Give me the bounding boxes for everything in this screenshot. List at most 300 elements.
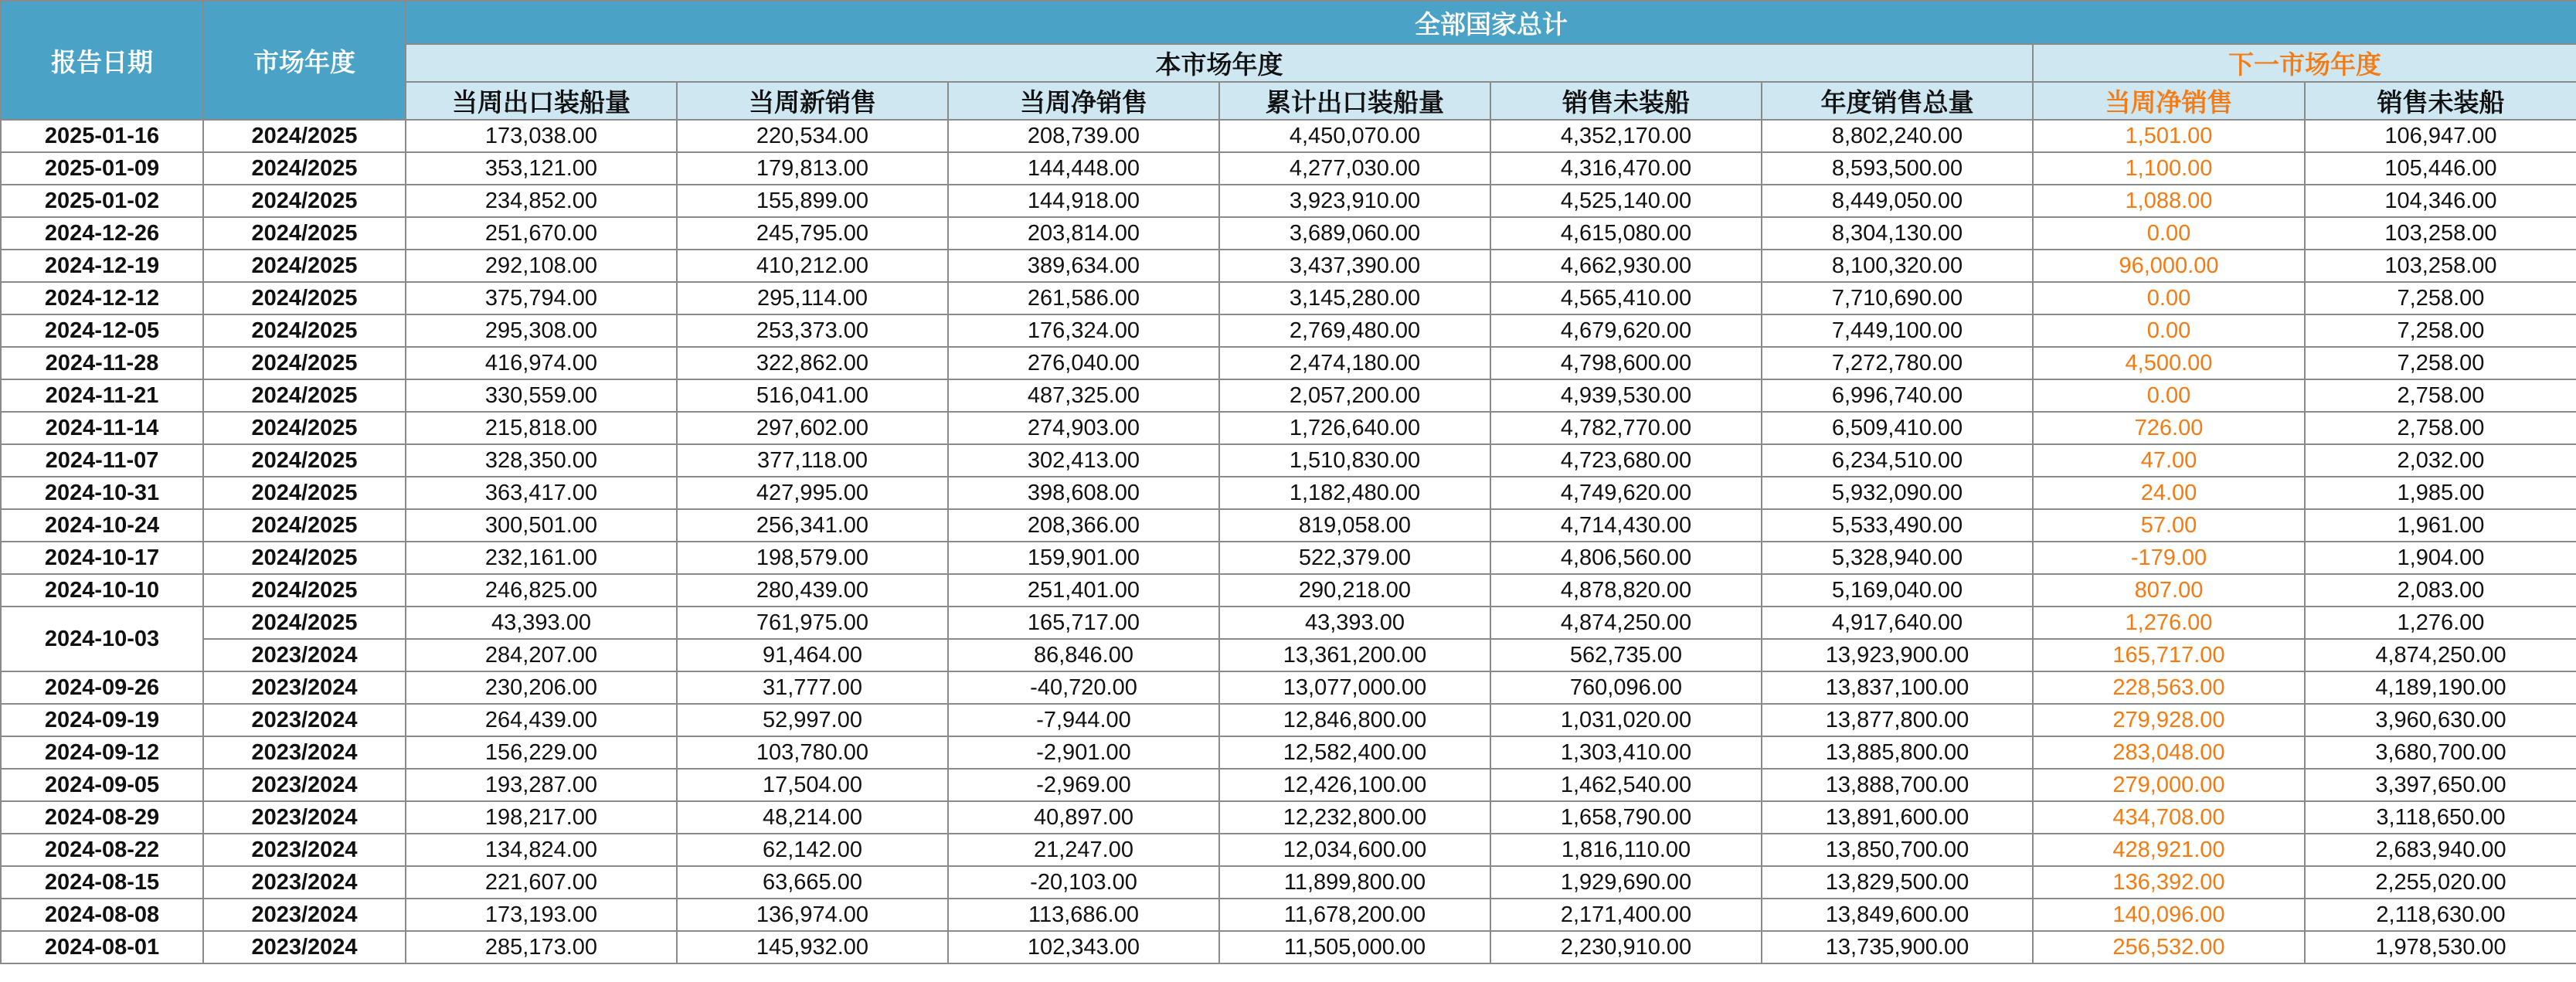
cell-next-outstanding-sales: 104,346.00 bbox=[2305, 185, 2576, 217]
cell-next-outstanding-sales: 1,961.00 bbox=[2305, 509, 2576, 542]
header-accumulated-exports: 累计出口装船量 bbox=[1219, 82, 1490, 120]
cell-weekly-net-sales: 165,717.00 bbox=[948, 607, 1219, 639]
cell-total-commitments: 8,100,320.00 bbox=[1762, 250, 2033, 282]
cell-weekly-exports: 330,559.00 bbox=[406, 379, 677, 412]
cell-weekly-exports: 246,825.00 bbox=[406, 574, 677, 607]
cell-outstanding-sales: 4,679,620.00 bbox=[1490, 314, 1762, 347]
cell-report-date: 2024-10-31 bbox=[1, 477, 203, 509]
cell-weekly-new-sales: 322,862.00 bbox=[677, 347, 948, 379]
cell-total-commitments: 13,888,700.00 bbox=[1762, 769, 2033, 801]
cell-next-weekly-net-sales: 279,000.00 bbox=[2033, 769, 2305, 801]
cell-total-commitments: 13,923,900.00 bbox=[1762, 639, 2033, 671]
cell-market-year: 2023/2024 bbox=[203, 866, 406, 899]
cell-total-commitments: 13,877,800.00 bbox=[1762, 704, 2033, 736]
cell-report-date: 2024-11-07 bbox=[1, 444, 203, 477]
cell-total-commitments: 5,932,090.00 bbox=[1762, 477, 2033, 509]
cell-weekly-net-sales: 40,897.00 bbox=[948, 801, 1219, 834]
cell-report-date: 2024-11-21 bbox=[1, 379, 203, 412]
cell-weekly-new-sales: 62,142.00 bbox=[677, 834, 948, 866]
cell-accumulated-exports: 12,232,800.00 bbox=[1219, 801, 1490, 834]
table-row bbox=[1, 477, 2576, 509]
cell-next-weekly-net-sales: 1,088.00 bbox=[2033, 185, 2305, 217]
cell-weekly-new-sales: 295,114.00 bbox=[677, 282, 948, 314]
cell-next-outstanding-sales: 3,118,650.00 bbox=[2305, 801, 2576, 834]
cell-weekly-exports: 230,206.00 bbox=[406, 671, 677, 704]
cell-next-weekly-net-sales: 24.00 bbox=[2033, 477, 2305, 509]
cell-outstanding-sales: 4,352,170.00 bbox=[1490, 120, 1762, 152]
cell-report-date: 2024-12-26 bbox=[1, 217, 203, 250]
cell-weekly-new-sales: 48,214.00 bbox=[677, 801, 948, 834]
cell-weekly-net-sales: 176,324.00 bbox=[948, 314, 1219, 347]
cell-total-commitments: 13,885,800.00 bbox=[1762, 736, 2033, 769]
cell-weekly-new-sales: 136,974.00 bbox=[677, 899, 948, 931]
cell-weekly-net-sales: 261,586.00 bbox=[948, 282, 1219, 314]
cell-total-commitments: 8,593,500.00 bbox=[1762, 152, 2033, 185]
cell-weekly-new-sales: 410,212.00 bbox=[677, 250, 948, 282]
cell-next-outstanding-sales: 7,258.00 bbox=[2305, 282, 2576, 314]
cell-report-date: 2024-08-01 bbox=[1, 931, 203, 963]
header-next-market-year: 下一市场年度 bbox=[2033, 44, 2576, 82]
cell-next-weekly-net-sales: 47.00 bbox=[2033, 444, 2305, 477]
cell-total-commitments: 4,917,640.00 bbox=[1762, 607, 2033, 639]
cell-weekly-exports: 193,287.00 bbox=[406, 769, 677, 801]
cell-report-date: 2024-09-12 bbox=[1, 736, 203, 769]
cell-total-commitments: 13,891,600.00 bbox=[1762, 801, 2033, 834]
cell-outstanding-sales: 562,735.00 bbox=[1490, 639, 1762, 671]
cell-market-year: 2024/2025 bbox=[203, 314, 406, 347]
cell-total-commitments: 13,829,500.00 bbox=[1762, 866, 2033, 899]
cell-weekly-new-sales: 256,341.00 bbox=[677, 509, 948, 542]
cell-weekly-exports: 221,607.00 bbox=[406, 866, 677, 899]
cell-outstanding-sales: 1,303,410.00 bbox=[1490, 736, 1762, 769]
cell-market-year: 2024/2025 bbox=[203, 217, 406, 250]
cell-next-weekly-net-sales: 0.00 bbox=[2033, 217, 2305, 250]
cell-market-year: 2023/2024 bbox=[203, 899, 406, 931]
cell-next-weekly-net-sales: 434,708.00 bbox=[2033, 801, 2305, 834]
cell-next-weekly-net-sales: 57.00 bbox=[2033, 509, 2305, 542]
cell-market-year: 2023/2024 bbox=[203, 671, 406, 704]
cell-report-date: 2024-08-15 bbox=[1, 866, 203, 899]
cell-weekly-net-sales: -2,969.00 bbox=[948, 769, 1219, 801]
cell-report-date: 2024-10-17 bbox=[1, 542, 203, 574]
cell-weekly-net-sales: 276,040.00 bbox=[948, 347, 1219, 379]
cell-accumulated-exports: 11,678,200.00 bbox=[1219, 899, 1490, 931]
cell-weekly-exports: 264,439.00 bbox=[406, 704, 677, 736]
cell-weekly-exports: 353,121.00 bbox=[406, 152, 677, 185]
cell-total-commitments: 5,328,940.00 bbox=[1762, 542, 2033, 574]
table-header bbox=[1, 1, 2576, 120]
header-weekly-new-sales: 当周新销售 bbox=[677, 82, 948, 120]
cell-market-year: 2024/2025 bbox=[203, 477, 406, 509]
cell-outstanding-sales: 4,565,410.00 bbox=[1490, 282, 1762, 314]
cell-next-weekly-net-sales: 1,501.00 bbox=[2033, 120, 2305, 152]
cell-outstanding-sales: 1,929,690.00 bbox=[1490, 866, 1762, 899]
cell-weekly-exports: 232,161.00 bbox=[406, 542, 677, 574]
cell-next-weekly-net-sales: 96,000.00 bbox=[2033, 250, 2305, 282]
cell-weekly-exports: 198,217.00 bbox=[406, 801, 677, 834]
cell-total-commitments: 7,710,690.00 bbox=[1762, 282, 2033, 314]
header-this-market-year: 本市场年度 bbox=[406, 44, 2033, 82]
header-weekly-net-sales: 当周净销售 bbox=[948, 82, 1219, 120]
table-row bbox=[1, 152, 2576, 185]
table-row bbox=[1, 347, 2576, 379]
cell-outstanding-sales: 1,816,110.00 bbox=[1490, 834, 1762, 866]
cell-weekly-exports: 251,670.00 bbox=[406, 217, 677, 250]
cell-weekly-new-sales: 155,899.00 bbox=[677, 185, 948, 217]
cell-accumulated-exports: 522,379.00 bbox=[1219, 542, 1490, 574]
cell-accumulated-exports: 13,361,200.00 bbox=[1219, 639, 1490, 671]
cell-weekly-new-sales: 297,602.00 bbox=[677, 412, 948, 444]
cell-market-year: 2024/2025 bbox=[203, 509, 406, 542]
cell-outstanding-sales: 4,782,770.00 bbox=[1490, 412, 1762, 444]
cell-accumulated-exports: 2,057,200.00 bbox=[1219, 379, 1490, 412]
cell-next-outstanding-sales: 2,032.00 bbox=[2305, 444, 2576, 477]
cell-outstanding-sales: 760,096.00 bbox=[1490, 671, 1762, 704]
cell-total-commitments: 8,449,050.00 bbox=[1762, 185, 2033, 217]
cell-outstanding-sales: 4,525,140.00 bbox=[1490, 185, 1762, 217]
cell-weekly-exports: 416,974.00 bbox=[406, 347, 677, 379]
cell-outstanding-sales: 4,749,620.00 bbox=[1490, 477, 1762, 509]
cell-market-year: 2023/2024 bbox=[203, 931, 406, 963]
cell-weekly-new-sales: 17,504.00 bbox=[677, 769, 948, 801]
cell-weekly-net-sales: 203,814.00 bbox=[948, 217, 1219, 250]
cell-report-date: 2024-12-19 bbox=[1, 250, 203, 282]
cell-outstanding-sales: 4,615,080.00 bbox=[1490, 217, 1762, 250]
cell-weekly-net-sales: 398,608.00 bbox=[948, 477, 1219, 509]
cell-accumulated-exports: 11,505,000.00 bbox=[1219, 931, 1490, 963]
cell-market-year: 2024/2025 bbox=[203, 152, 406, 185]
header-outstanding-sales: 销售未装船 bbox=[1490, 82, 1762, 120]
cell-weekly-new-sales: 377,118.00 bbox=[677, 444, 948, 477]
cell-next-weekly-net-sales: 283,048.00 bbox=[2033, 736, 2305, 769]
cell-accumulated-exports: 12,846,800.00 bbox=[1219, 704, 1490, 736]
header-report-date: 报告日期 bbox=[1, 1, 203, 120]
cell-next-outstanding-sales: 103,258.00 bbox=[2305, 217, 2576, 250]
cell-next-outstanding-sales: 1,904.00 bbox=[2305, 542, 2576, 574]
cell-weekly-net-sales: -2,901.00 bbox=[948, 736, 1219, 769]
table-row bbox=[1, 185, 2576, 217]
cell-outstanding-sales: 4,662,930.00 bbox=[1490, 250, 1762, 282]
cell-market-year: 2024/2025 bbox=[203, 444, 406, 477]
cell-accumulated-exports: 3,437,390.00 bbox=[1219, 250, 1490, 282]
cell-accumulated-exports: 290,218.00 bbox=[1219, 574, 1490, 607]
cell-next-weekly-net-sales: 0.00 bbox=[2033, 379, 2305, 412]
cell-report-date: 2025-01-16 bbox=[1, 120, 203, 152]
cell-weekly-exports: 156,229.00 bbox=[406, 736, 677, 769]
cell-weekly-new-sales: 280,439.00 bbox=[677, 574, 948, 607]
cell-total-commitments: 13,837,100.00 bbox=[1762, 671, 2033, 704]
table-row bbox=[1, 866, 2576, 899]
cell-report-date: 2024-08-29 bbox=[1, 801, 203, 834]
cell-total-commitments: 6,509,410.00 bbox=[1762, 412, 2033, 444]
cell-next-weekly-net-sales: 0.00 bbox=[2033, 314, 2305, 347]
cell-market-year: 2023/2024 bbox=[203, 801, 406, 834]
cell-accumulated-exports: 11,899,800.00 bbox=[1219, 866, 1490, 899]
cell-total-commitments: 7,449,100.00 bbox=[1762, 314, 2033, 347]
table-row bbox=[1, 899, 2576, 931]
cell-outstanding-sales: 1,658,790.00 bbox=[1490, 801, 1762, 834]
cell-weekly-new-sales: 245,795.00 bbox=[677, 217, 948, 250]
table-row bbox=[1, 931, 2576, 963]
cell-next-weekly-net-sales: 807.00 bbox=[2033, 574, 2305, 607]
cell-accumulated-exports: 3,145,280.00 bbox=[1219, 282, 1490, 314]
cell-accumulated-exports: 1,510,830.00 bbox=[1219, 444, 1490, 477]
cell-weekly-exports: 292,108.00 bbox=[406, 250, 677, 282]
cell-report-date: 2024-08-08 bbox=[1, 899, 203, 931]
cell-report-date: 2024-10-10 bbox=[1, 574, 203, 607]
cell-outstanding-sales: 4,806,560.00 bbox=[1490, 542, 1762, 574]
cell-weekly-net-sales: 389,634.00 bbox=[948, 250, 1219, 282]
cell-accumulated-exports: 12,034,600.00 bbox=[1219, 834, 1490, 866]
cell-market-year: 2024/2025 bbox=[203, 282, 406, 314]
cell-accumulated-exports: 4,277,030.00 bbox=[1219, 152, 1490, 185]
cell-weekly-net-sales: 21,247.00 bbox=[948, 834, 1219, 866]
cell-market-year: 2023/2024 bbox=[203, 704, 406, 736]
cell-weekly-net-sales: 251,401.00 bbox=[948, 574, 1219, 607]
cell-outstanding-sales: 1,031,020.00 bbox=[1490, 704, 1762, 736]
table-row bbox=[1, 736, 2576, 769]
cell-market-year: 2024/2025 bbox=[203, 185, 406, 217]
cell-weekly-net-sales: 102,343.00 bbox=[948, 931, 1219, 963]
cell-next-outstanding-sales: 4,874,250.00 bbox=[2305, 639, 2576, 671]
table-row bbox=[1, 444, 2576, 477]
table-row bbox=[1, 509, 2576, 542]
cell-accumulated-exports: 4,450,070.00 bbox=[1219, 120, 1490, 152]
table-row bbox=[1, 704, 2576, 736]
cell-weekly-new-sales: 179,813.00 bbox=[677, 152, 948, 185]
cell-weekly-exports: 295,308.00 bbox=[406, 314, 677, 347]
cell-weekly-exports: 363,417.00 bbox=[406, 477, 677, 509]
cell-market-year: 2024/2025 bbox=[203, 542, 406, 574]
cell-next-weekly-net-sales: 0.00 bbox=[2033, 282, 2305, 314]
cell-weekly-exports: 234,852.00 bbox=[406, 185, 677, 217]
cell-weekly-net-sales: -7,944.00 bbox=[948, 704, 1219, 736]
cell-weekly-new-sales: 253,373.00 bbox=[677, 314, 948, 347]
cell-weekly-net-sales: 86,846.00 bbox=[948, 639, 1219, 671]
cell-weekly-exports: 173,193.00 bbox=[406, 899, 677, 931]
cell-total-commitments: 5,533,490.00 bbox=[1762, 509, 2033, 542]
cell-weekly-net-sales: 274,903.00 bbox=[948, 412, 1219, 444]
cell-next-outstanding-sales: 2,255,020.00 bbox=[2305, 866, 2576, 899]
cell-total-commitments: 13,850,700.00 bbox=[1762, 834, 2033, 866]
table-row bbox=[1, 671, 2576, 704]
table-row bbox=[1, 314, 2576, 347]
cell-report-date: 2024-11-14 bbox=[1, 412, 203, 444]
cell-weekly-net-sales: 159,901.00 bbox=[948, 542, 1219, 574]
cell-next-outstanding-sales: 3,680,700.00 bbox=[2305, 736, 2576, 769]
cell-next-weekly-net-sales: 4,500.00 bbox=[2033, 347, 2305, 379]
cell-next-weekly-net-sales: 228,563.00 bbox=[2033, 671, 2305, 704]
cell-weekly-net-sales: -40,720.00 bbox=[948, 671, 1219, 704]
cell-weekly-new-sales: 63,665.00 bbox=[677, 866, 948, 899]
table-row bbox=[1, 639, 2576, 671]
cell-market-year: 2024/2025 bbox=[203, 120, 406, 152]
cell-next-weekly-net-sales: 279,928.00 bbox=[2033, 704, 2305, 736]
cell-weekly-exports: 285,173.00 bbox=[406, 931, 677, 963]
cell-accumulated-exports: 12,426,100.00 bbox=[1219, 769, 1490, 801]
cell-weekly-net-sales: -20,103.00 bbox=[948, 866, 1219, 899]
header-next-outstanding-sales: 销售未装船 bbox=[2305, 82, 2576, 120]
cell-next-weekly-net-sales: 428,921.00 bbox=[2033, 834, 2305, 866]
cell-next-outstanding-sales: 2,683,940.00 bbox=[2305, 834, 2576, 866]
cell-accumulated-exports: 43,393.00 bbox=[1219, 607, 1490, 639]
cell-weekly-net-sales: 113,686.00 bbox=[948, 899, 1219, 931]
cell-report-date: 2024-10-24 bbox=[1, 509, 203, 542]
cell-outstanding-sales: 4,878,820.00 bbox=[1490, 574, 1762, 607]
cell-next-outstanding-sales: 1,985.00 bbox=[2305, 477, 2576, 509]
cell-weekly-net-sales: 144,448.00 bbox=[948, 152, 1219, 185]
cell-market-year: 2024/2025 bbox=[203, 574, 406, 607]
table-row bbox=[1, 769, 2576, 801]
table-body bbox=[1, 120, 2576, 963]
cell-next-outstanding-sales: 4,189,190.00 bbox=[2305, 671, 2576, 704]
cell-next-outstanding-sales: 2,758.00 bbox=[2305, 412, 2576, 444]
cell-report-date: 2024-09-26 bbox=[1, 671, 203, 704]
cell-outstanding-sales: 2,230,910.00 bbox=[1490, 931, 1762, 963]
cell-next-outstanding-sales: 106,947.00 bbox=[2305, 120, 2576, 152]
cell-market-year: 2024/2025 bbox=[203, 607, 406, 639]
table-row bbox=[1, 834, 2576, 866]
table-row bbox=[1, 607, 2576, 639]
table-row bbox=[1, 250, 2576, 282]
cell-accumulated-exports: 2,769,480.00 bbox=[1219, 314, 1490, 347]
cell-weekly-new-sales: 31,777.00 bbox=[677, 671, 948, 704]
table-row bbox=[1, 542, 2576, 574]
cell-next-weekly-net-sales: -179.00 bbox=[2033, 542, 2305, 574]
table-row bbox=[1, 574, 2576, 607]
cell-report-date: 2025-01-02 bbox=[1, 185, 203, 217]
cell-weekly-exports: 134,824.00 bbox=[406, 834, 677, 866]
header-total-commitments: 年度销售总量 bbox=[1762, 82, 2033, 120]
cell-next-outstanding-sales: 2,758.00 bbox=[2305, 379, 2576, 412]
cell-weekly-net-sales: 487,325.00 bbox=[948, 379, 1219, 412]
cell-next-weekly-net-sales: 140,096.00 bbox=[2033, 899, 2305, 931]
cell-outstanding-sales: 4,939,530.00 bbox=[1490, 379, 1762, 412]
cell-weekly-new-sales: 516,041.00 bbox=[677, 379, 948, 412]
cell-market-year: 2023/2024 bbox=[203, 736, 406, 769]
cell-weekly-net-sales: 144,918.00 bbox=[948, 185, 1219, 217]
cell-weekly-exports: 215,818.00 bbox=[406, 412, 677, 444]
cell-accumulated-exports: 3,923,910.00 bbox=[1219, 185, 1490, 217]
cell-outstanding-sales: 4,714,430.00 bbox=[1490, 509, 1762, 542]
cell-total-commitments: 8,304,130.00 bbox=[1762, 217, 2033, 250]
cell-market-year: 2024/2025 bbox=[203, 379, 406, 412]
cell-next-weekly-net-sales: 136,392.00 bbox=[2033, 866, 2305, 899]
header-all-countries-total: 全部国家总计 bbox=[406, 1, 2576, 44]
table-row bbox=[1, 120, 2576, 152]
cell-weekly-net-sales: 208,366.00 bbox=[948, 509, 1219, 542]
cell-next-weekly-net-sales: 1,100.00 bbox=[2033, 152, 2305, 185]
cell-next-outstanding-sales: 3,397,650.00 bbox=[2305, 769, 2576, 801]
cell-market-year: 2023/2024 bbox=[203, 834, 406, 866]
cell-outstanding-sales: 2,171,400.00 bbox=[1490, 899, 1762, 931]
cell-market-year: 2024/2025 bbox=[203, 250, 406, 282]
cell-weekly-new-sales: 52,997.00 bbox=[677, 704, 948, 736]
cell-report-date: 2024-10-03 bbox=[1, 607, 203, 671]
cell-next-weekly-net-sales: 165,717.00 bbox=[2033, 639, 2305, 671]
cell-weekly-exports: 43,393.00 bbox=[406, 607, 677, 639]
cell-accumulated-exports: 1,726,640.00 bbox=[1219, 412, 1490, 444]
cell-next-outstanding-sales: 105,446.00 bbox=[2305, 152, 2576, 185]
cell-outstanding-sales: 4,874,250.00 bbox=[1490, 607, 1762, 639]
cell-market-year: 2023/2024 bbox=[203, 639, 406, 671]
cell-next-outstanding-sales: 7,258.00 bbox=[2305, 347, 2576, 379]
cell-report-date: 2024-11-28 bbox=[1, 347, 203, 379]
cell-report-date: 2024-12-12 bbox=[1, 282, 203, 314]
cell-weekly-new-sales: 761,975.00 bbox=[677, 607, 948, 639]
cell-report-date: 2025-01-09 bbox=[1, 152, 203, 185]
table-row bbox=[1, 379, 2576, 412]
table-row bbox=[1, 282, 2576, 314]
table-row bbox=[1, 801, 2576, 834]
cell-accumulated-exports: 1,182,480.00 bbox=[1219, 477, 1490, 509]
cell-report-date: 2024-09-05 bbox=[1, 769, 203, 801]
cell-weekly-exports: 284,207.00 bbox=[406, 639, 677, 671]
cell-next-weekly-net-sales: 256,532.00 bbox=[2033, 931, 2305, 963]
cell-next-outstanding-sales: 103,258.00 bbox=[2305, 250, 2576, 282]
cell-market-year: 2023/2024 bbox=[203, 769, 406, 801]
cell-market-year: 2024/2025 bbox=[203, 347, 406, 379]
cell-total-commitments: 8,802,240.00 bbox=[1762, 120, 2033, 152]
header-market-year: 市场年度 bbox=[203, 1, 406, 120]
cell-accumulated-exports: 12,582,400.00 bbox=[1219, 736, 1490, 769]
cell-total-commitments: 7,272,780.00 bbox=[1762, 347, 2033, 379]
cell-accumulated-exports: 819,058.00 bbox=[1219, 509, 1490, 542]
cell-next-weekly-net-sales: 1,276.00 bbox=[2033, 607, 2305, 639]
cell-accumulated-exports: 2,474,180.00 bbox=[1219, 347, 1490, 379]
cell-weekly-new-sales: 198,579.00 bbox=[677, 542, 948, 574]
cell-accumulated-exports: 3,689,060.00 bbox=[1219, 217, 1490, 250]
cell-next-outstanding-sales: 3,960,630.00 bbox=[2305, 704, 2576, 736]
cell-weekly-exports: 300,501.00 bbox=[406, 509, 677, 542]
cell-total-commitments: 13,849,600.00 bbox=[1762, 899, 2033, 931]
cell-report-date: 2024-12-05 bbox=[1, 314, 203, 347]
cell-report-date: 2024-09-19 bbox=[1, 704, 203, 736]
cell-weekly-new-sales: 145,932.00 bbox=[677, 931, 948, 963]
cell-outstanding-sales: 4,798,600.00 bbox=[1490, 347, 1762, 379]
cell-weekly-exports: 375,794.00 bbox=[406, 282, 677, 314]
table-row bbox=[1, 412, 2576, 444]
cell-next-outstanding-sales: 2,083.00 bbox=[2305, 574, 2576, 607]
cell-weekly-new-sales: 103,780.00 bbox=[677, 736, 948, 769]
cell-total-commitments: 5,169,040.00 bbox=[1762, 574, 2033, 607]
cell-next-outstanding-sales: 2,118,630.00 bbox=[2305, 899, 2576, 931]
cell-total-commitments: 6,234,510.00 bbox=[1762, 444, 2033, 477]
cell-next-outstanding-sales: 1,978,530.00 bbox=[2305, 931, 2576, 963]
cell-outstanding-sales: 1,462,540.00 bbox=[1490, 769, 1762, 801]
cell-total-commitments: 13,735,900.00 bbox=[1762, 931, 2033, 963]
cell-market-year: 2024/2025 bbox=[203, 412, 406, 444]
cell-total-commitments: 6,996,740.00 bbox=[1762, 379, 2033, 412]
table-row bbox=[1, 217, 2576, 250]
cell-weekly-net-sales: 302,413.00 bbox=[948, 444, 1219, 477]
header-next-weekly-net-sales: 当周净销售 bbox=[2033, 82, 2305, 120]
header-weekly-exports: 当周出口装船量 bbox=[406, 82, 677, 120]
cell-outstanding-sales: 4,723,680.00 bbox=[1490, 444, 1762, 477]
cell-weekly-exports: 328,350.00 bbox=[406, 444, 677, 477]
cell-next-weekly-net-sales: 726.00 bbox=[2033, 412, 2305, 444]
cell-report-date: 2024-08-22 bbox=[1, 834, 203, 866]
cell-weekly-new-sales: 91,464.00 bbox=[677, 639, 948, 671]
cell-weekly-new-sales: 220,534.00 bbox=[677, 120, 948, 152]
cell-accumulated-exports: 13,077,000.00 bbox=[1219, 671, 1490, 704]
cell-weekly-net-sales: 208,739.00 bbox=[948, 120, 1219, 152]
cell-weekly-new-sales: 427,995.00 bbox=[677, 477, 948, 509]
cell-outstanding-sales: 4,316,470.00 bbox=[1490, 152, 1762, 185]
cell-next-outstanding-sales: 1,276.00 bbox=[2305, 607, 2576, 639]
cell-weekly-exports: 173,038.00 bbox=[406, 120, 677, 152]
cell-next-outstanding-sales: 7,258.00 bbox=[2305, 314, 2576, 347]
